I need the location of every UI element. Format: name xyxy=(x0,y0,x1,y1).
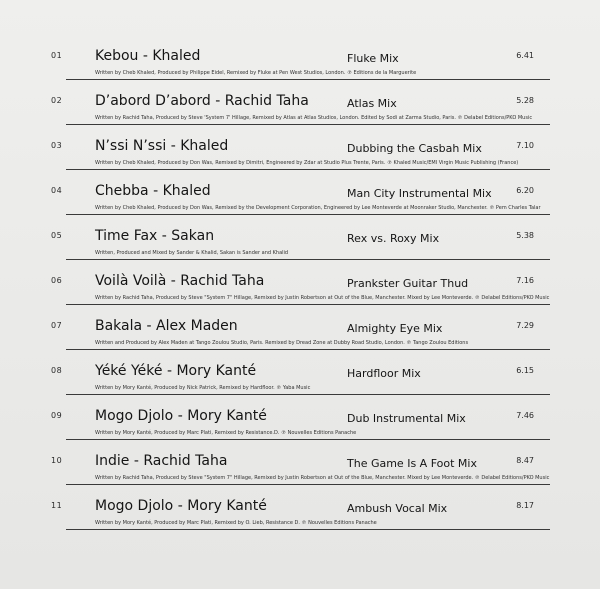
track-title: Chebba - Khaled xyxy=(95,183,211,199)
track-mix: The Game Is A Foot Mix xyxy=(347,457,477,470)
track-credit: Written by Mory Kanté, Produced by Marc Plati, Remixed by Resistance.D. ℗ Nouvelles Editions Panache xyxy=(95,430,357,436)
track-mix: Fluke Mix xyxy=(347,52,399,65)
track-mix: Prankster Guitar Thud xyxy=(347,277,469,290)
track-title: Mogo Djolo - Mory Kanté xyxy=(95,498,267,514)
track-duration: 6.15 xyxy=(516,366,534,375)
track-number: 06 xyxy=(51,276,63,285)
track-row xyxy=(0,224,600,268)
track-duration: 5.28 xyxy=(516,96,534,105)
track-duration: 6.20 xyxy=(516,186,534,195)
track-divider xyxy=(66,439,550,440)
track-duration: 7.29 xyxy=(516,321,534,330)
track-number: 02 xyxy=(51,96,63,105)
track-divider xyxy=(66,124,550,125)
track-row xyxy=(0,359,600,403)
track-duration: 7.46 xyxy=(516,411,534,420)
track-title: D’abord D’abord - Rachid Taha xyxy=(95,93,309,109)
track-mix: Man City Instrumental Mix xyxy=(347,187,492,200)
track-divider xyxy=(66,529,550,530)
track-row xyxy=(0,314,600,358)
track-credit: Written and Produced by Alex Maden at Tango Zoulou Studio, Paris. Remixed by Dread Zone at Dubby Road Studio, London. ℗ Tango Zoulou Editions xyxy=(95,340,469,346)
track-number: 11 xyxy=(51,501,63,510)
track-title: Time Fax - Sakan xyxy=(95,228,215,244)
track-mix: Ambush Vocal Mix xyxy=(347,502,448,515)
track-number: 03 xyxy=(51,141,63,150)
track-mix: Rex vs. Roxy Mix xyxy=(347,232,440,245)
track-title: Yéké Yéké - Mory Kanté xyxy=(95,363,257,379)
track-credit: Written, Produced and Mixed by Sander & Khalid, Sakan is Sander and Khalid xyxy=(95,250,289,256)
track-number: 10 xyxy=(51,456,63,465)
track-credit: Written by Rachid Taha, Produced by Steve "System 7" Hillage, Remixed by Justin Robertson at Out of the Blue, Manchester. Mixed by Lee Monteverde. ℗ Delabel Editions/PKO Music xyxy=(95,295,550,301)
track-divider xyxy=(66,394,550,395)
track-row xyxy=(0,449,600,493)
track-number: 08 xyxy=(51,366,63,375)
track-credit: Written by Mory Kanté, Produced by Marc Plati, Remixed by O. Lieb, Resistance D. ℗ Nouvelles Editions Panache xyxy=(95,520,377,526)
track-title: Mogo Djolo - Mory Kanté xyxy=(95,408,267,424)
track-title: N’ssi N’ssi - Khaled xyxy=(95,138,229,154)
track-mix: Dub Instrumental Mix xyxy=(347,412,466,425)
track-number: 05 xyxy=(51,231,63,240)
track-duration: 5.38 xyxy=(516,231,534,240)
track-mix: Atlas Mix xyxy=(347,97,397,110)
track-number: 07 xyxy=(51,321,63,330)
track-mix: Hardfloor Mix xyxy=(347,367,421,380)
track-divider xyxy=(66,214,550,215)
track-duration: 7.16 xyxy=(516,276,534,285)
track-number: 04 xyxy=(51,186,63,195)
track-duration: 8.17 xyxy=(516,501,534,510)
track-number: 09 xyxy=(51,411,63,420)
track-duration: 7.10 xyxy=(516,141,534,150)
track-duration: 8.47 xyxy=(516,456,534,465)
track-row xyxy=(0,179,600,223)
track-title: Kebou - Khaled xyxy=(95,48,201,64)
track-row xyxy=(0,134,600,178)
track-number: 01 xyxy=(51,51,63,60)
track-credit: Written by Rachid Taha, Produced by Steve "System 7" Hillage, Remixed by Justin Robertson at Out of the Blue, Manchester. Mixed by Lee Monteverde. ℗ Delabel Editions/PKO Music xyxy=(95,475,550,481)
track-credit: Written by Cheb Khaled, Produced by Don Was, Remixed by Dimitri, Engineered by Zdar at Studio Plus Trente, Paris. ℗ Khaled Music/EMI Virgin Music Publishing (France) xyxy=(95,160,519,166)
track-credit: Written by Cheb Khaled, Produced by Don Was, Remixed by the Development Corporation, Engineered by Lee Monteverde at Moonraker Studio, Manchester. ℗ Pem Charles Talar xyxy=(95,205,541,211)
track-divider xyxy=(66,169,550,170)
track-credit: Written by Rachid Taha, Produced by Steve 'System 7' Hillage, Remixed by Atlas at Atlas Studios, London. Edited by Sodi at Zarma Studio, Paris. ℗ Delabel Editions/PKO Music xyxy=(95,115,533,121)
track-row xyxy=(0,89,600,133)
track-row xyxy=(0,269,600,313)
track-title: Indie - Rachid Taha xyxy=(95,453,228,469)
track-divider xyxy=(66,259,550,260)
track-row xyxy=(0,494,600,538)
track-row xyxy=(0,44,600,88)
track-divider xyxy=(66,79,550,80)
track-credit: Written by Cheb Khaled, Produced by Philippe Eidel, Remixed by Fluke at Pen West Studios, London. ℗ Editions de la Marguerite xyxy=(95,70,417,76)
track-credit: Written by Mory Kanté, Produced by Nick Patrick, Remixed by Hardfloor. ℗ Yaba Music xyxy=(95,385,311,391)
track-divider xyxy=(66,484,550,485)
track-row xyxy=(0,404,600,448)
track-mix: Almighty Eye Mix xyxy=(347,322,443,335)
track-divider xyxy=(66,304,550,305)
track-title: Bakala - Alex Maden xyxy=(95,318,238,334)
track-duration: 6.41 xyxy=(516,51,534,60)
track-divider xyxy=(66,349,550,350)
track-mix: Dubbing the Casbah Mix xyxy=(347,142,482,155)
track-title: Voilà Voilà - Rachid Taha xyxy=(95,273,265,289)
